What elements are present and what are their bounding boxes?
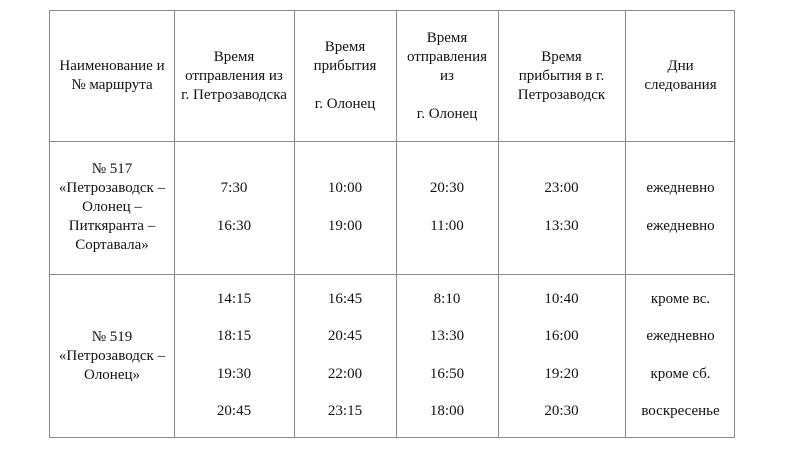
header-arrival-olonets: Время прибытия г. Олонец (313, 39, 377, 112)
route-519-name: № 519 «Петрозаводск – Олонец» (58, 329, 166, 383)
schedule-table (49, 10, 735, 438)
header-route-name: Наименование и № маршрута (59, 58, 165, 93)
route-519-departures-olonets: 8:10 13:30 16:50 18:00 (429, 291, 465, 419)
header-departure-olonets: Время отправления из г. Олонец (406, 29, 488, 122)
route-519-arrivals-petrozavodsk: 10:40 16:00 19:20 20:30 (544, 291, 579, 419)
header-days: Дни следования (644, 58, 717, 93)
route-517-departures-petrozavodsk: 7:30 16:30 (216, 180, 252, 234)
header-arrival-petrozavodsk: Время прибытия в г. Петрозаводск (517, 48, 606, 103)
route-519-departures-petrozavodsk: 14:15 18:15 19:30 20:45 (216, 291, 252, 419)
route-517-days: ежедневно ежедневно (646, 180, 715, 234)
route-517-departures-olonets: 20:30 11:00 (429, 180, 465, 234)
route-517-name: № 517 «Петрозаводск – Олонец – Питкяранта – Сортавала» (58, 161, 166, 253)
route-519-arrivals-olonets: 16:45 20:45 22:00 23:15 (327, 291, 363, 419)
route-517-arrivals-petrozavodsk: 23:00 13:30 (544, 180, 579, 234)
header-departure-petrozavodsk: Время отправления из г. Петрозаводска (181, 48, 287, 103)
route-517-arrivals-olonets: 10:00 19:00 (327, 180, 363, 234)
route-519-days: кроме вс. ежедневно кроме сб. воскресенье (641, 291, 720, 419)
